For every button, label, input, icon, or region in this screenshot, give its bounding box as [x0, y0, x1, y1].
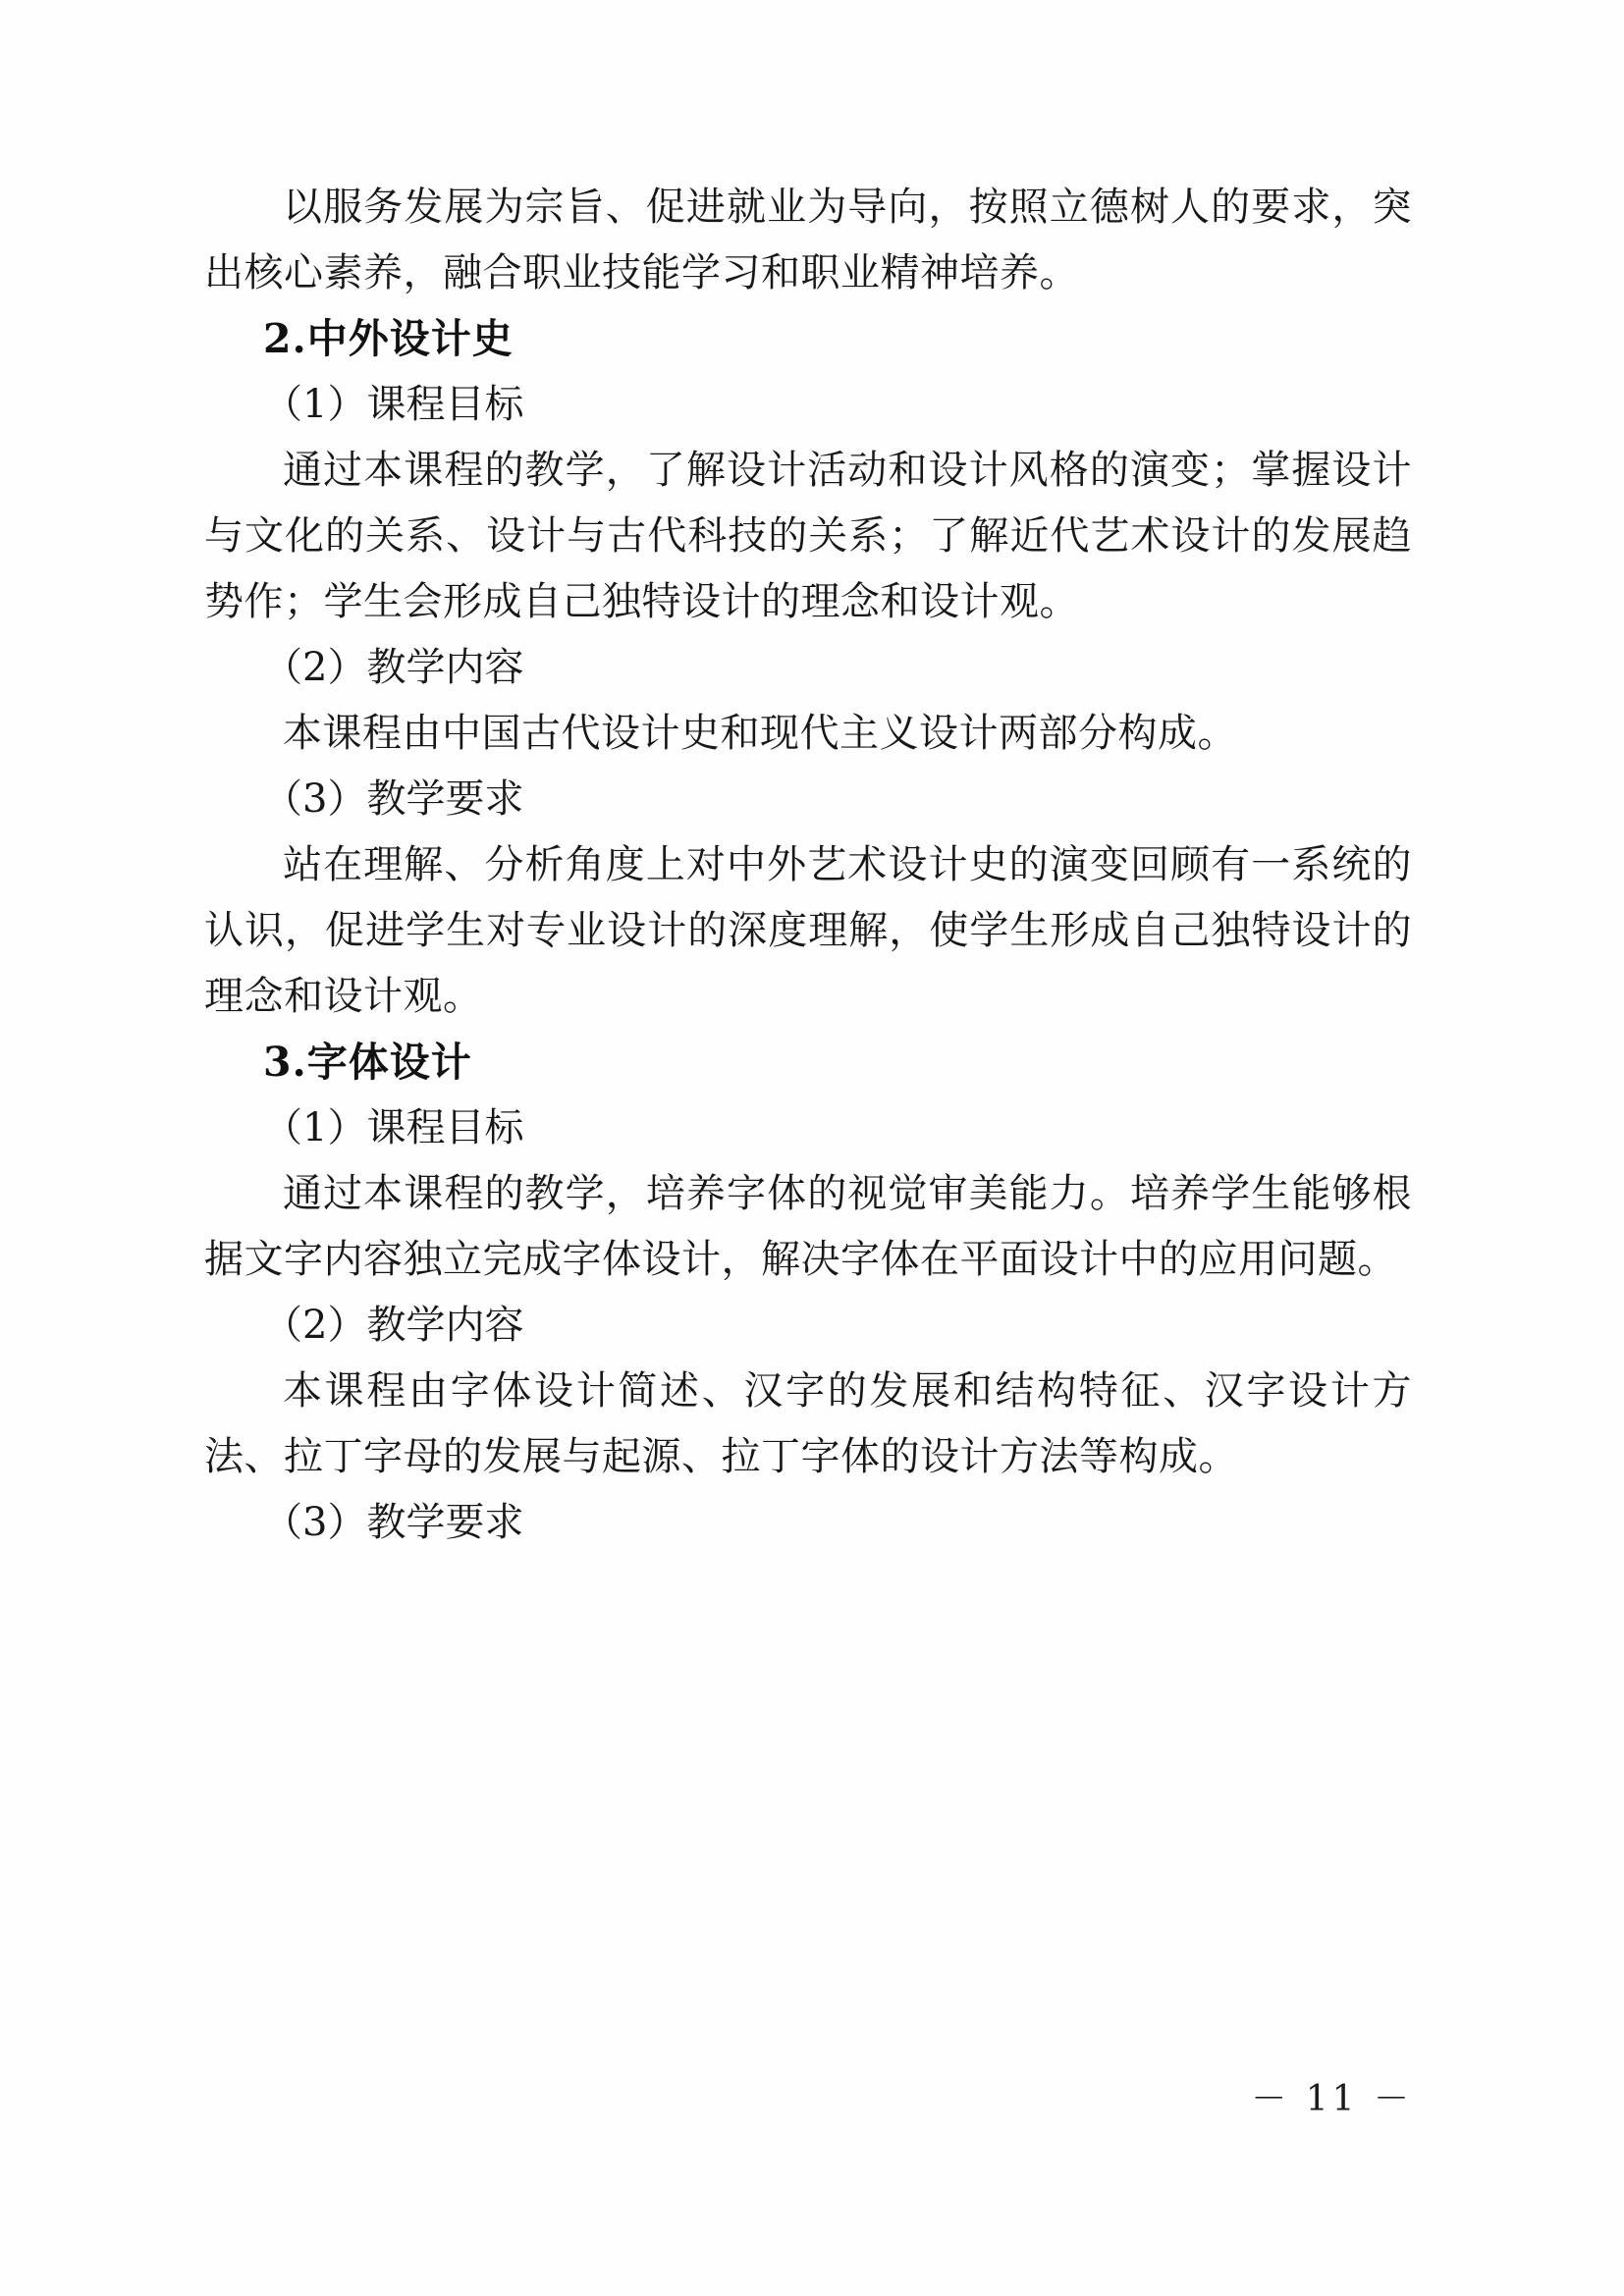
paragraph-course-2-requirement: 站在理解、分析角度上对中外艺术设计史的演变回顾有一系统的认识，促进学生对专业设计的深度理解，使学生形成自己独特设计的理念和设计观。 — [204, 842, 1412, 1019]
page-number: － 11 － — [1251, 2079, 1413, 2119]
paragraph-course-3-objective: 通过本课程的教学，培养字体的视觉审美能力。培养学生能够根据文字内容独立完成字体设计，解决字体在平面设计中的应用问题。 — [204, 1171, 1412, 1282]
subheading-course-2-content: （2）教学内容 — [263, 645, 524, 690]
subheading-course-2-requirement: （3）教学要求 — [263, 776, 524, 822]
paragraph-course-2-objective: 通过本课程的教学，了解设计活动和设计风格的演变；掌握设计与文化的关系、设计与古代科技的关系；了解近代艺术设计的发展趋势作；学生会形成自己独特设计的理念和设计观。 — [204, 448, 1412, 624]
heading-course-2: 2.中外设计史 — [263, 315, 514, 362]
page-body — [204, 175, 1412, 1556]
heading-course-3: 3.字体设计 — [263, 1039, 472, 1086]
paragraph-course-3-content: 本课程由字体设计简述、汉字的发展和结构特征、汉字设计方法、拉丁字母的发展与起源、拉丁字体的设计方法等构成。 — [204, 1368, 1412, 1479]
subheading-course-3-objective: （1）课程目标 — [263, 1105, 524, 1150]
subheading-course-3-requirement: （3）教学要求 — [263, 1500, 524, 1545]
paragraph-course-2-content: 本课程由中国古代设计史和现代主义设计两部分构成。 — [283, 711, 1237, 756]
subheading-course-3-content: （2）教学内容 — [263, 1303, 524, 1348]
subheading-course-2-objective: （1）课程目标 — [263, 382, 524, 427]
paragraph-service-development: 以服务发展为宗旨、促进就业为导向，按照立德树人的要求，突出核心素养，融合职业技能学习和职业精神培养。 — [204, 185, 1412, 295]
page-footer — [0, 2071, 1624, 2121]
